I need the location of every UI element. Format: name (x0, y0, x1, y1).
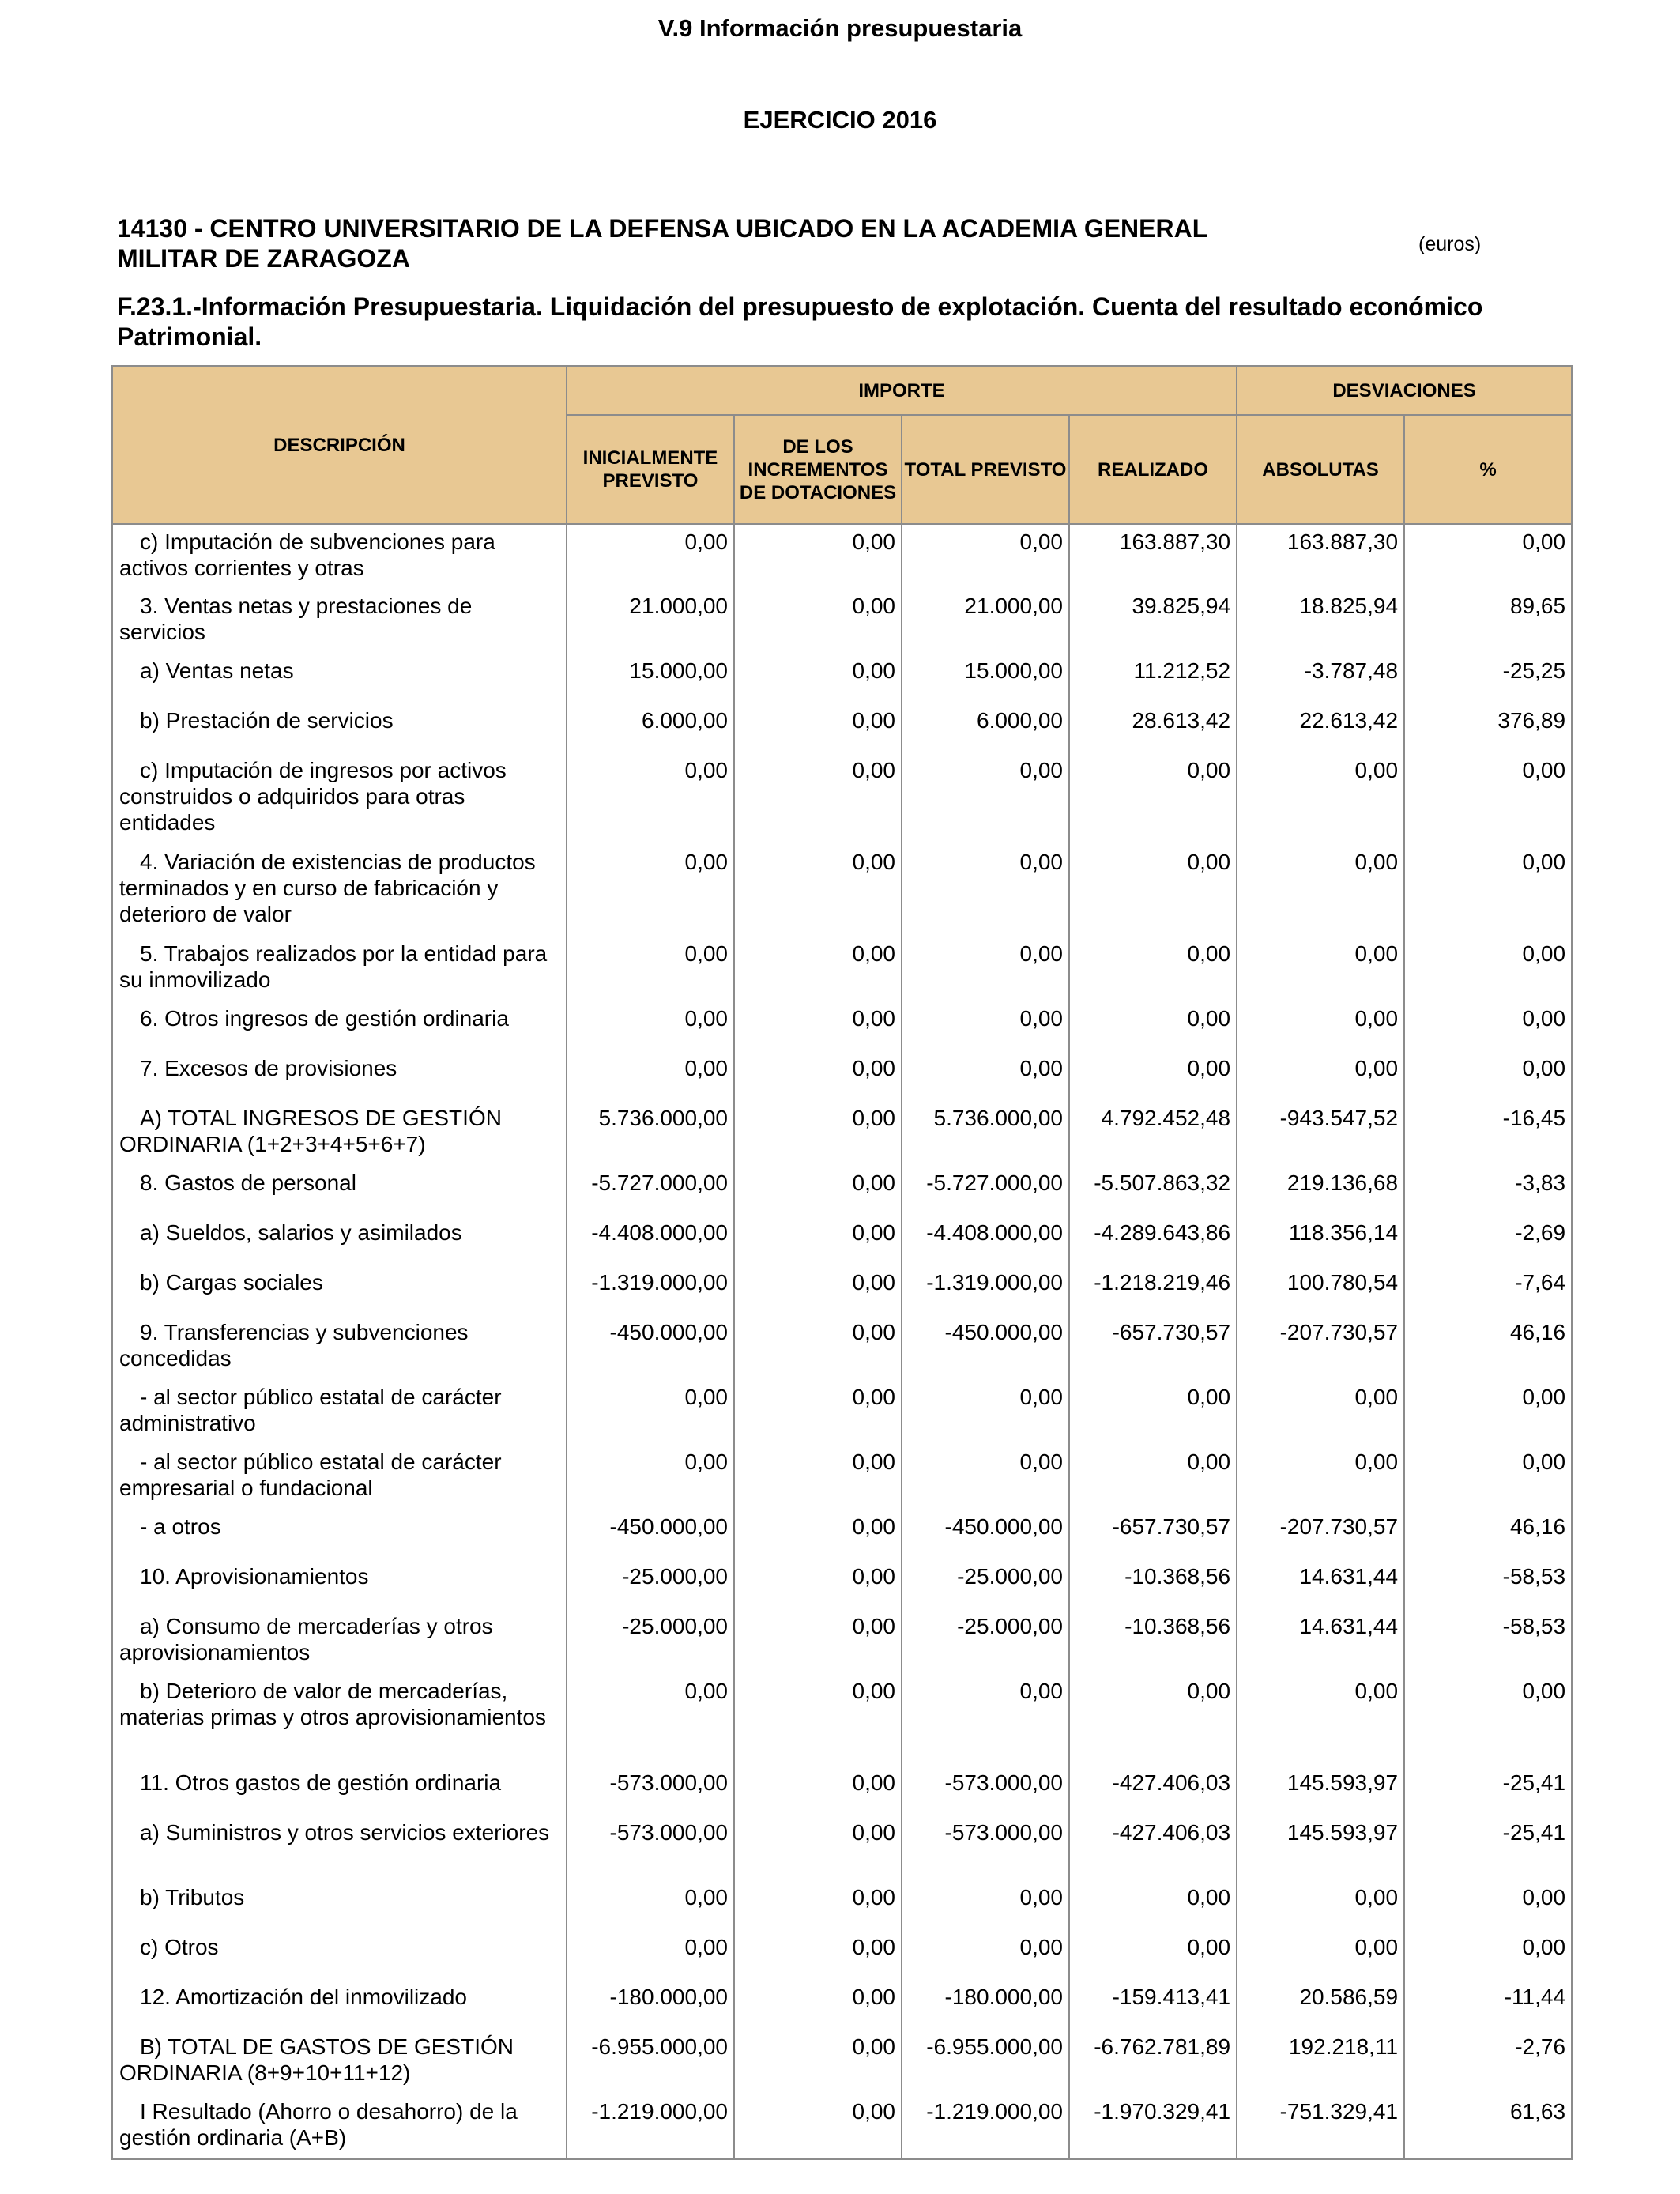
table-row (112, 845, 1572, 937)
row-value: -10.368,56 (1069, 1609, 1237, 1674)
row-value: 0,00 (1237, 1445, 1404, 1510)
row-value: -16,45 (1404, 1101, 1572, 1166)
row-value: 0,00 (1069, 1051, 1237, 1101)
row-description (112, 1315, 567, 1380)
row-description-text: 4. Variación de existencias de productos terminados y en curso de fabricación y deterioro de valor (119, 850, 536, 926)
report-title: F.23.1.-Información Presupuestaria. Liquidación del presupuesto de explotación. Cuenta del resultado económico Patrimonial. (117, 292, 1483, 351)
table-row (112, 2094, 1572, 2159)
table-body (112, 524, 1572, 2159)
row-value: 61,63 (1404, 2094, 1572, 2159)
row-value: 0,00 (734, 1980, 902, 2030)
row-value: -7,64 (1404, 1265, 1572, 1315)
row-description (112, 1216, 567, 1265)
section-heading: V.9 Información presupuestaria (657, 14, 1023, 42)
row-description-text: - a otros (140, 1514, 221, 1539)
row-value: 46,16 (1404, 1315, 1572, 1380)
row-value: -159.413,41 (1069, 1980, 1237, 2030)
header-description: DESCRIPCIÓN (112, 366, 567, 524)
row-description-text: b) Cargas sociales (140, 1270, 323, 1295)
row-value: 0,00 (567, 1380, 734, 1445)
row-value: 0,00 (734, 1609, 902, 1674)
table-row (112, 524, 1572, 589)
row-value: 0,00 (1069, 1930, 1237, 1980)
row-description (112, 1265, 567, 1315)
row-value: 0,00 (734, 703, 902, 753)
header-inicialmente-previsto: INICIALMENTE PREVISTO (567, 415, 734, 524)
row-description-text: a) Ventas netas (140, 658, 294, 683)
row-value: 163.887,30 (1237, 524, 1404, 589)
row-value: 0,00 (734, 589, 902, 654)
row-value: -6.762.781,89 (1069, 2030, 1237, 2094)
entity-name: 14130 - CENTRO UNIVERSITARIO DE LA DEFENSA UBICADO EN LA ACADEMIA GENERAL MILITAR DE ZARAGOZA (117, 214, 1207, 273)
exercise-year: EJERCICIO 2016 (743, 106, 937, 134)
row-value: 0,00 (1404, 1001, 1572, 1051)
row-value: 0,00 (902, 1001, 1069, 1051)
row-value: 0,00 (734, 1445, 902, 1510)
row-value: 0,00 (734, 654, 902, 703)
row-description (112, 1051, 567, 1101)
row-value: -25.000,00 (567, 1609, 734, 1674)
row-value: 0,00 (1404, 1445, 1572, 1510)
row-value: 0,00 (734, 1001, 902, 1051)
row-value: 0,00 (1069, 1674, 1237, 1766)
row-value: 0,00 (1237, 1001, 1404, 1051)
row-value: 14.631,44 (1237, 1609, 1404, 1674)
row-value: 0,00 (734, 845, 902, 937)
row-value: -1.970.329,41 (1069, 2094, 1237, 2159)
row-value: 0,00 (1237, 1880, 1404, 1930)
table-row (112, 1880, 1572, 1930)
table-row (112, 703, 1572, 753)
row-value: 0,00 (734, 1674, 902, 1766)
row-description-text: I Resultado (Ahorro o desahorro) de la gestión ordinaria (A+B) (119, 2099, 518, 2150)
table-row (112, 1445, 1572, 1510)
row-value: -1.319.000,00 (567, 1265, 734, 1315)
row-value: 0,00 (1069, 845, 1237, 937)
row-value: -657.730,57 (1069, 1315, 1237, 1380)
row-value: 15.000,00 (567, 654, 734, 703)
row-value: 0,00 (1404, 845, 1572, 937)
row-value: 0,00 (1404, 937, 1572, 1001)
row-value: 11.212,52 (1069, 654, 1237, 703)
row-description-text: 6. Otros ingresos de gestión ordinaria (140, 1006, 509, 1031)
row-description (112, 703, 567, 753)
row-description (112, 2030, 567, 2094)
row-value: 0,00 (567, 1001, 734, 1051)
row-value: -180.000,00 (567, 1980, 734, 2030)
table-row (112, 2030, 1572, 2094)
row-description (112, 1674, 567, 1766)
row-value: -6.955.000,00 (902, 2030, 1069, 2094)
row-description-text: 7. Excesos de provisiones (140, 1056, 397, 1080)
row-value: 0,00 (567, 845, 734, 937)
units-label: (euros) (1418, 233, 1482, 255)
row-value: -25,41 (1404, 1766, 1572, 1815)
header-total-previsto: TOTAL PREVISTO (902, 415, 1069, 524)
row-value: 0,00 (1237, 753, 1404, 845)
table-row (112, 937, 1572, 1001)
row-value: -450.000,00 (567, 1315, 734, 1380)
row-value: 0,00 (734, 1380, 902, 1445)
row-description (112, 937, 567, 1001)
row-value: -180.000,00 (902, 1980, 1069, 2030)
row-value: -2,76 (1404, 2030, 1572, 2094)
row-value: 0,00 (902, 937, 1069, 1001)
table-row (112, 753, 1572, 845)
table-row (112, 1559, 1572, 1609)
row-value: -1.219.000,00 (902, 2094, 1069, 2159)
row-value: 0,00 (734, 1559, 902, 1609)
row-value: 145.593,97 (1237, 1766, 1404, 1815)
row-description (112, 524, 567, 589)
row-value: 0,00 (567, 1930, 734, 1980)
row-description-text: b) Tributos (140, 1885, 245, 1909)
row-value: 0,00 (902, 1380, 1069, 1445)
row-value: 0,00 (734, 1510, 902, 1559)
header-percent: % (1404, 415, 1572, 524)
row-value: 0,00 (902, 1445, 1069, 1510)
row-value: 28.613,42 (1069, 703, 1237, 753)
row-value: 0,00 (734, 1265, 902, 1315)
row-value: 0,00 (567, 1674, 734, 1766)
header-importe: IMPORTE (567, 366, 1237, 415)
row-value: 0,00 (1069, 1001, 1237, 1051)
row-description-text: 3. Ventas netas y prestaciones de servicios (119, 594, 473, 644)
row-value: 0,00 (567, 753, 734, 845)
table-row (112, 1380, 1572, 1445)
row-description-text: 11. Otros gastos de gestión ordinaria (140, 1770, 502, 1795)
row-value: 0,00 (567, 524, 734, 589)
header-realizado: REALIZADO (1069, 415, 1237, 524)
row-value: 0,00 (567, 1880, 734, 1930)
row-description (112, 1880, 567, 1930)
row-value: 21.000,00 (902, 589, 1069, 654)
row-value: 0,00 (1237, 1930, 1404, 1980)
row-value: -11,44 (1404, 1980, 1572, 2030)
row-description-text: c) Imputación de ingresos por activos construidos o adquiridos para otras entidades (119, 758, 507, 835)
table-row (112, 1930, 1572, 1980)
header-desviaciones: DESVIACIONES (1237, 366, 1572, 415)
row-value: 192.218,11 (1237, 2030, 1404, 2094)
row-value: 6.000,00 (902, 703, 1069, 753)
row-value: 39.825,94 (1069, 589, 1237, 654)
row-description-text: - al sector público estatal de carácter empresarial o fundacional (119, 1449, 502, 1500)
table-row (112, 1101, 1572, 1166)
row-value: 0,00 (734, 1930, 902, 1980)
row-value: 0,00 (1069, 753, 1237, 845)
row-value: 0,00 (734, 1815, 902, 1880)
row-description-text: c) Otros (140, 1935, 219, 1959)
row-description-text: a) Suministros y otros servicios exteriores (140, 1820, 550, 1845)
table-row (112, 1001, 1572, 1051)
row-value: -2,69 (1404, 1216, 1572, 1265)
row-value: -4.408.000,00 (902, 1216, 1069, 1265)
row-value: -5.727.000,00 (902, 1166, 1069, 1216)
table-row (112, 654, 1572, 703)
row-value: 0,00 (734, 937, 902, 1001)
row-description-text: b) Deterioro de valor de mercaderías, materias primas y otros aprovisionamientos (119, 1679, 546, 1729)
table-row (112, 1815, 1572, 1880)
row-value: 4.792.452,48 (1069, 1101, 1237, 1166)
row-description (112, 1001, 567, 1051)
row-value: 0,00 (734, 753, 902, 845)
row-value: -5.727.000,00 (567, 1166, 734, 1216)
table-row (112, 1315, 1572, 1380)
row-value: 376,89 (1404, 703, 1572, 753)
row-value: 0,00 (734, 524, 902, 589)
row-value: 0,00 (734, 1766, 902, 1815)
row-description-text: 12. Amortización del inmovilizado (140, 1985, 467, 2009)
row-value: -3.787,48 (1237, 654, 1404, 703)
row-value: 0,00 (902, 1930, 1069, 1980)
row-value: -207.730,57 (1237, 1510, 1404, 1559)
row-value: -657.730,57 (1069, 1510, 1237, 1559)
row-value: 0,00 (902, 524, 1069, 589)
table-row (112, 1051, 1572, 1101)
row-description (112, 1766, 567, 1815)
row-value: -1.218.219,46 (1069, 1265, 1237, 1315)
row-value: -573.000,00 (567, 1815, 734, 1880)
row-value: 15.000,00 (902, 654, 1069, 703)
row-value: -4.289.643,86 (1069, 1216, 1237, 1265)
row-value: -573.000,00 (902, 1766, 1069, 1815)
row-description-text: a) Sueldos, salarios y asimilados (140, 1220, 462, 1245)
row-description-text: 10. Aprovisionamientos (140, 1564, 369, 1589)
row-description-text: b) Prestación de servicios (140, 708, 394, 733)
row-value: 0,00 (902, 1051, 1069, 1101)
row-value: -450.000,00 (902, 1315, 1069, 1380)
row-value: 0,00 (567, 1445, 734, 1510)
row-value: 145.593,97 (1237, 1815, 1404, 1880)
row-value: -573.000,00 (567, 1766, 734, 1815)
row-value: 0,00 (1404, 1880, 1572, 1930)
row-description-text: A) TOTAL INGRESOS DE GESTIÓN ORDINARIA (1+2+3+4+5+6+7) (119, 1106, 502, 1156)
row-value: -751.329,41 (1237, 2094, 1404, 2159)
row-value: 0,00 (902, 845, 1069, 937)
row-value: -25.000,00 (567, 1559, 734, 1609)
row-value: 0,00 (1069, 1380, 1237, 1445)
row-value: 0,00 (1404, 1930, 1572, 1980)
row-value: 0,00 (734, 1101, 902, 1166)
row-description-text: 9. Transferencias y subvenciones concedidas (119, 1320, 469, 1370)
row-value: 0,00 (1237, 1380, 1404, 1445)
row-description (112, 1609, 567, 1674)
row-description (112, 1815, 567, 1880)
budget-table (111, 365, 1573, 2160)
row-description (112, 845, 567, 937)
row-value: -573.000,00 (902, 1815, 1069, 1880)
row-value: -4.408.000,00 (567, 1216, 734, 1265)
row-value: 0,00 (567, 1051, 734, 1101)
row-value: 46,16 (1404, 1510, 1572, 1559)
row-value: 14.631,44 (1237, 1559, 1404, 1609)
row-value: -3,83 (1404, 1166, 1572, 1216)
row-value: 0,00 (1069, 1880, 1237, 1930)
row-value: 0,00 (902, 1880, 1069, 1930)
row-value: -5.507.863,32 (1069, 1166, 1237, 1216)
row-value: 89,65 (1404, 589, 1572, 654)
table-row (112, 1766, 1572, 1815)
row-value: 0,00 (1404, 524, 1572, 589)
row-value: 0,00 (734, 1880, 902, 1930)
row-value: -58,53 (1404, 1559, 1572, 1609)
row-description (112, 1980, 567, 2030)
row-description (112, 1166, 567, 1216)
table-row (112, 1265, 1572, 1315)
table-row (112, 1166, 1572, 1216)
row-value: 22.613,42 (1237, 703, 1404, 753)
row-description-text: c) Imputación de subvenciones para activos corrientes y otras (119, 530, 495, 580)
row-value: -450.000,00 (567, 1510, 734, 1559)
header-incrementos-dotaciones: DE LOS INCREMENTOS DE DOTACIONES (734, 415, 902, 524)
row-value: 0,00 (902, 753, 1069, 845)
row-value: 0,00 (1237, 1674, 1404, 1766)
header-absolutas: ABSOLUTAS (1237, 415, 1404, 524)
row-value: 0,00 (1404, 753, 1572, 845)
row-value: 6.000,00 (567, 703, 734, 753)
row-description (112, 1380, 567, 1445)
row-value: -427.406,03 (1069, 1815, 1237, 1880)
row-value: -25,25 (1404, 654, 1572, 703)
row-description (112, 1930, 567, 1980)
row-value: 219.136,68 (1237, 1166, 1404, 1216)
row-description (112, 654, 567, 703)
row-value: 0,00 (1404, 1051, 1572, 1101)
row-description-text: B) TOTAL DE GASTOS DE GESTIÓN ORDINARIA (8+9+10+11+12) (119, 2034, 514, 2085)
row-description-text: 8. Gastos de personal (140, 1171, 356, 1195)
row-value: 0,00 (734, 1166, 902, 1216)
row-description (112, 2094, 567, 2159)
row-value: -1.219.000,00 (567, 2094, 734, 2159)
row-description-text: - al sector público estatal de carácter administrativo (119, 1385, 502, 1435)
row-value: -58,53 (1404, 1609, 1572, 1674)
row-value: -1.319.000,00 (902, 1265, 1069, 1315)
row-value: 21.000,00 (567, 589, 734, 654)
row-value: 0,00 (734, 2030, 902, 2094)
row-description (112, 753, 567, 845)
row-value: -25.000,00 (902, 1559, 1069, 1609)
row-value: -25.000,00 (902, 1609, 1069, 1674)
table-row (112, 1609, 1572, 1674)
row-value: 0,00 (1404, 1380, 1572, 1445)
row-description (112, 1510, 567, 1559)
row-value: -943.547,52 (1237, 1101, 1404, 1166)
row-value: 0,00 (1069, 1445, 1237, 1510)
row-value: 0,00 (1404, 1674, 1572, 1766)
row-description-text: 5. Trabajos realizados por la entidad para su inmovilizado (119, 941, 548, 992)
row-value: 0,00 (734, 1051, 902, 1101)
row-description-text: a) Consumo de mercaderías y otros aprovisionamientos (119, 1614, 493, 1664)
row-description (112, 1101, 567, 1166)
row-value: -427.406,03 (1069, 1766, 1237, 1815)
row-value: 0,00 (1237, 845, 1404, 937)
table-row (112, 1216, 1572, 1265)
row-value: -10.368,56 (1069, 1559, 1237, 1609)
row-value: 5.736.000,00 (902, 1101, 1069, 1166)
row-value: 5.736.000,00 (567, 1101, 734, 1166)
row-value: 0,00 (1237, 937, 1404, 1001)
row-value: 100.780,54 (1237, 1265, 1404, 1315)
row-value: 0,00 (902, 1674, 1069, 1766)
row-description (112, 589, 567, 654)
row-value: 18.825,94 (1237, 589, 1404, 654)
row-value: -6.955.000,00 (567, 2030, 734, 2094)
row-value: 20.586,59 (1237, 1980, 1404, 2030)
row-value: 0,00 (1069, 937, 1237, 1001)
row-value: 118.356,14 (1237, 1216, 1404, 1265)
row-value: -450.000,00 (902, 1510, 1069, 1559)
row-value: 0,00 (1237, 1051, 1404, 1101)
table-row (112, 1510, 1572, 1559)
row-value: 0,00 (734, 1315, 902, 1380)
table-row (112, 1674, 1572, 1766)
row-description (112, 1445, 567, 1510)
row-value: 0,00 (734, 1216, 902, 1265)
row-value: 0,00 (734, 2094, 902, 2159)
row-value: -25,41 (1404, 1815, 1572, 1880)
table-row (112, 1980, 1572, 2030)
table-row (112, 589, 1572, 654)
row-value: 0,00 (567, 937, 734, 1001)
row-value: 163.887,30 (1069, 524, 1237, 589)
row-value: -207.730,57 (1237, 1315, 1404, 1380)
row-description (112, 1559, 567, 1609)
